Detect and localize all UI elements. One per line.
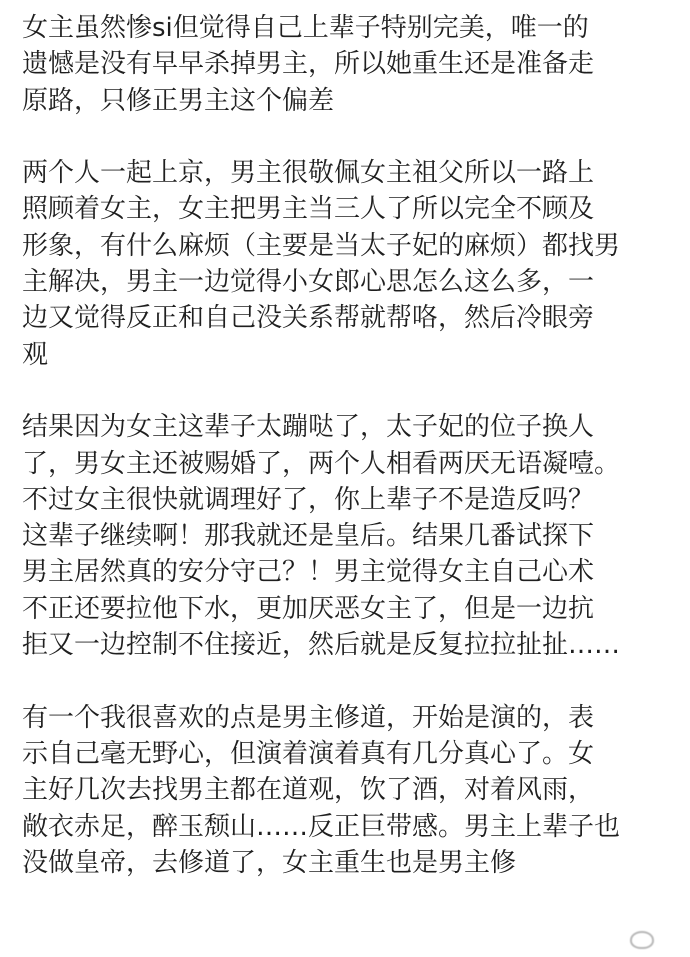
text-line: 有一个我很喜欢的点是男主修道，开始是演的，表	[22, 702, 595, 733]
text-line: 女主虽然惨si但觉得自己上辈子特别完美，唯一的	[22, 13, 589, 43]
text-line: 了，男女主还被赐婚了，两个人相看两厌无语凝噎。	[22, 448, 621, 479]
paragraph-1	[22, 10, 682, 119]
text-line: 这辈子继续啊！那我就还是皇后。结果几番试探下	[22, 521, 595, 552]
text-line: 男主居然真的安分守己？！男主觉得女主自己心术	[22, 557, 595, 588]
paragraph-4	[22, 700, 682, 881]
text-line: 示自己毫无野心，但演着演着真有几分真心了。女	[22, 738, 595, 769]
text-line: 主解决，男主一边觉得小女郎心思怎么这么多，一	[22, 267, 595, 298]
post-body	[22, 10, 682, 917]
text-line: 两个人一起上京，男主很敬佩女主祖父所以一路上	[22, 158, 595, 189]
text-line: 观	[22, 339, 49, 370]
text-line: 不过女主很快就调理好了，你上辈子不是造反吗？	[22, 484, 595, 515]
paragraph-2	[22, 155, 682, 373]
text-line: 主好几次去找男主都在道观，饮了酒，对着风雨，	[22, 775, 595, 806]
paragraph-3	[22, 409, 682, 663]
watermark	[618, 925, 670, 951]
text-line: 不正还要拉他下水，更加厌恶女主了，但是一边抗	[22, 593, 595, 624]
text-line: 形象，有什么麻烦（主要是当太子妃的麻烦）都找男	[22, 230, 621, 261]
text-line: 拒又一边控制不住接近，然后就是反复拉拉扯扯……	[22, 630, 621, 661]
text-line: 原路，只修正男主这个偏差	[22, 85, 335, 116]
text-line: 结果因为女主这辈子太蹦哒了，太子妃的位子换人	[22, 412, 595, 443]
weibo-logo-icon	[628, 928, 654, 948]
text-line: 没做皇帝，去修道了，女主重生也是男主修	[22, 847, 517, 878]
text-line: 照顾着女主，女主把男主当三人了所以完全不顾及	[22, 194, 595, 225]
text-line: 边又觉得反正和自己没关系帮就帮咯，然后冷眼旁	[22, 303, 595, 334]
text-line: 遗憾是没有早早杀掉男主，所以她重生还是准备走	[22, 49, 595, 80]
text-line: 敞衣赤足，醉玉颓山……反正巨带感。男主上辈子也	[22, 811, 621, 842]
